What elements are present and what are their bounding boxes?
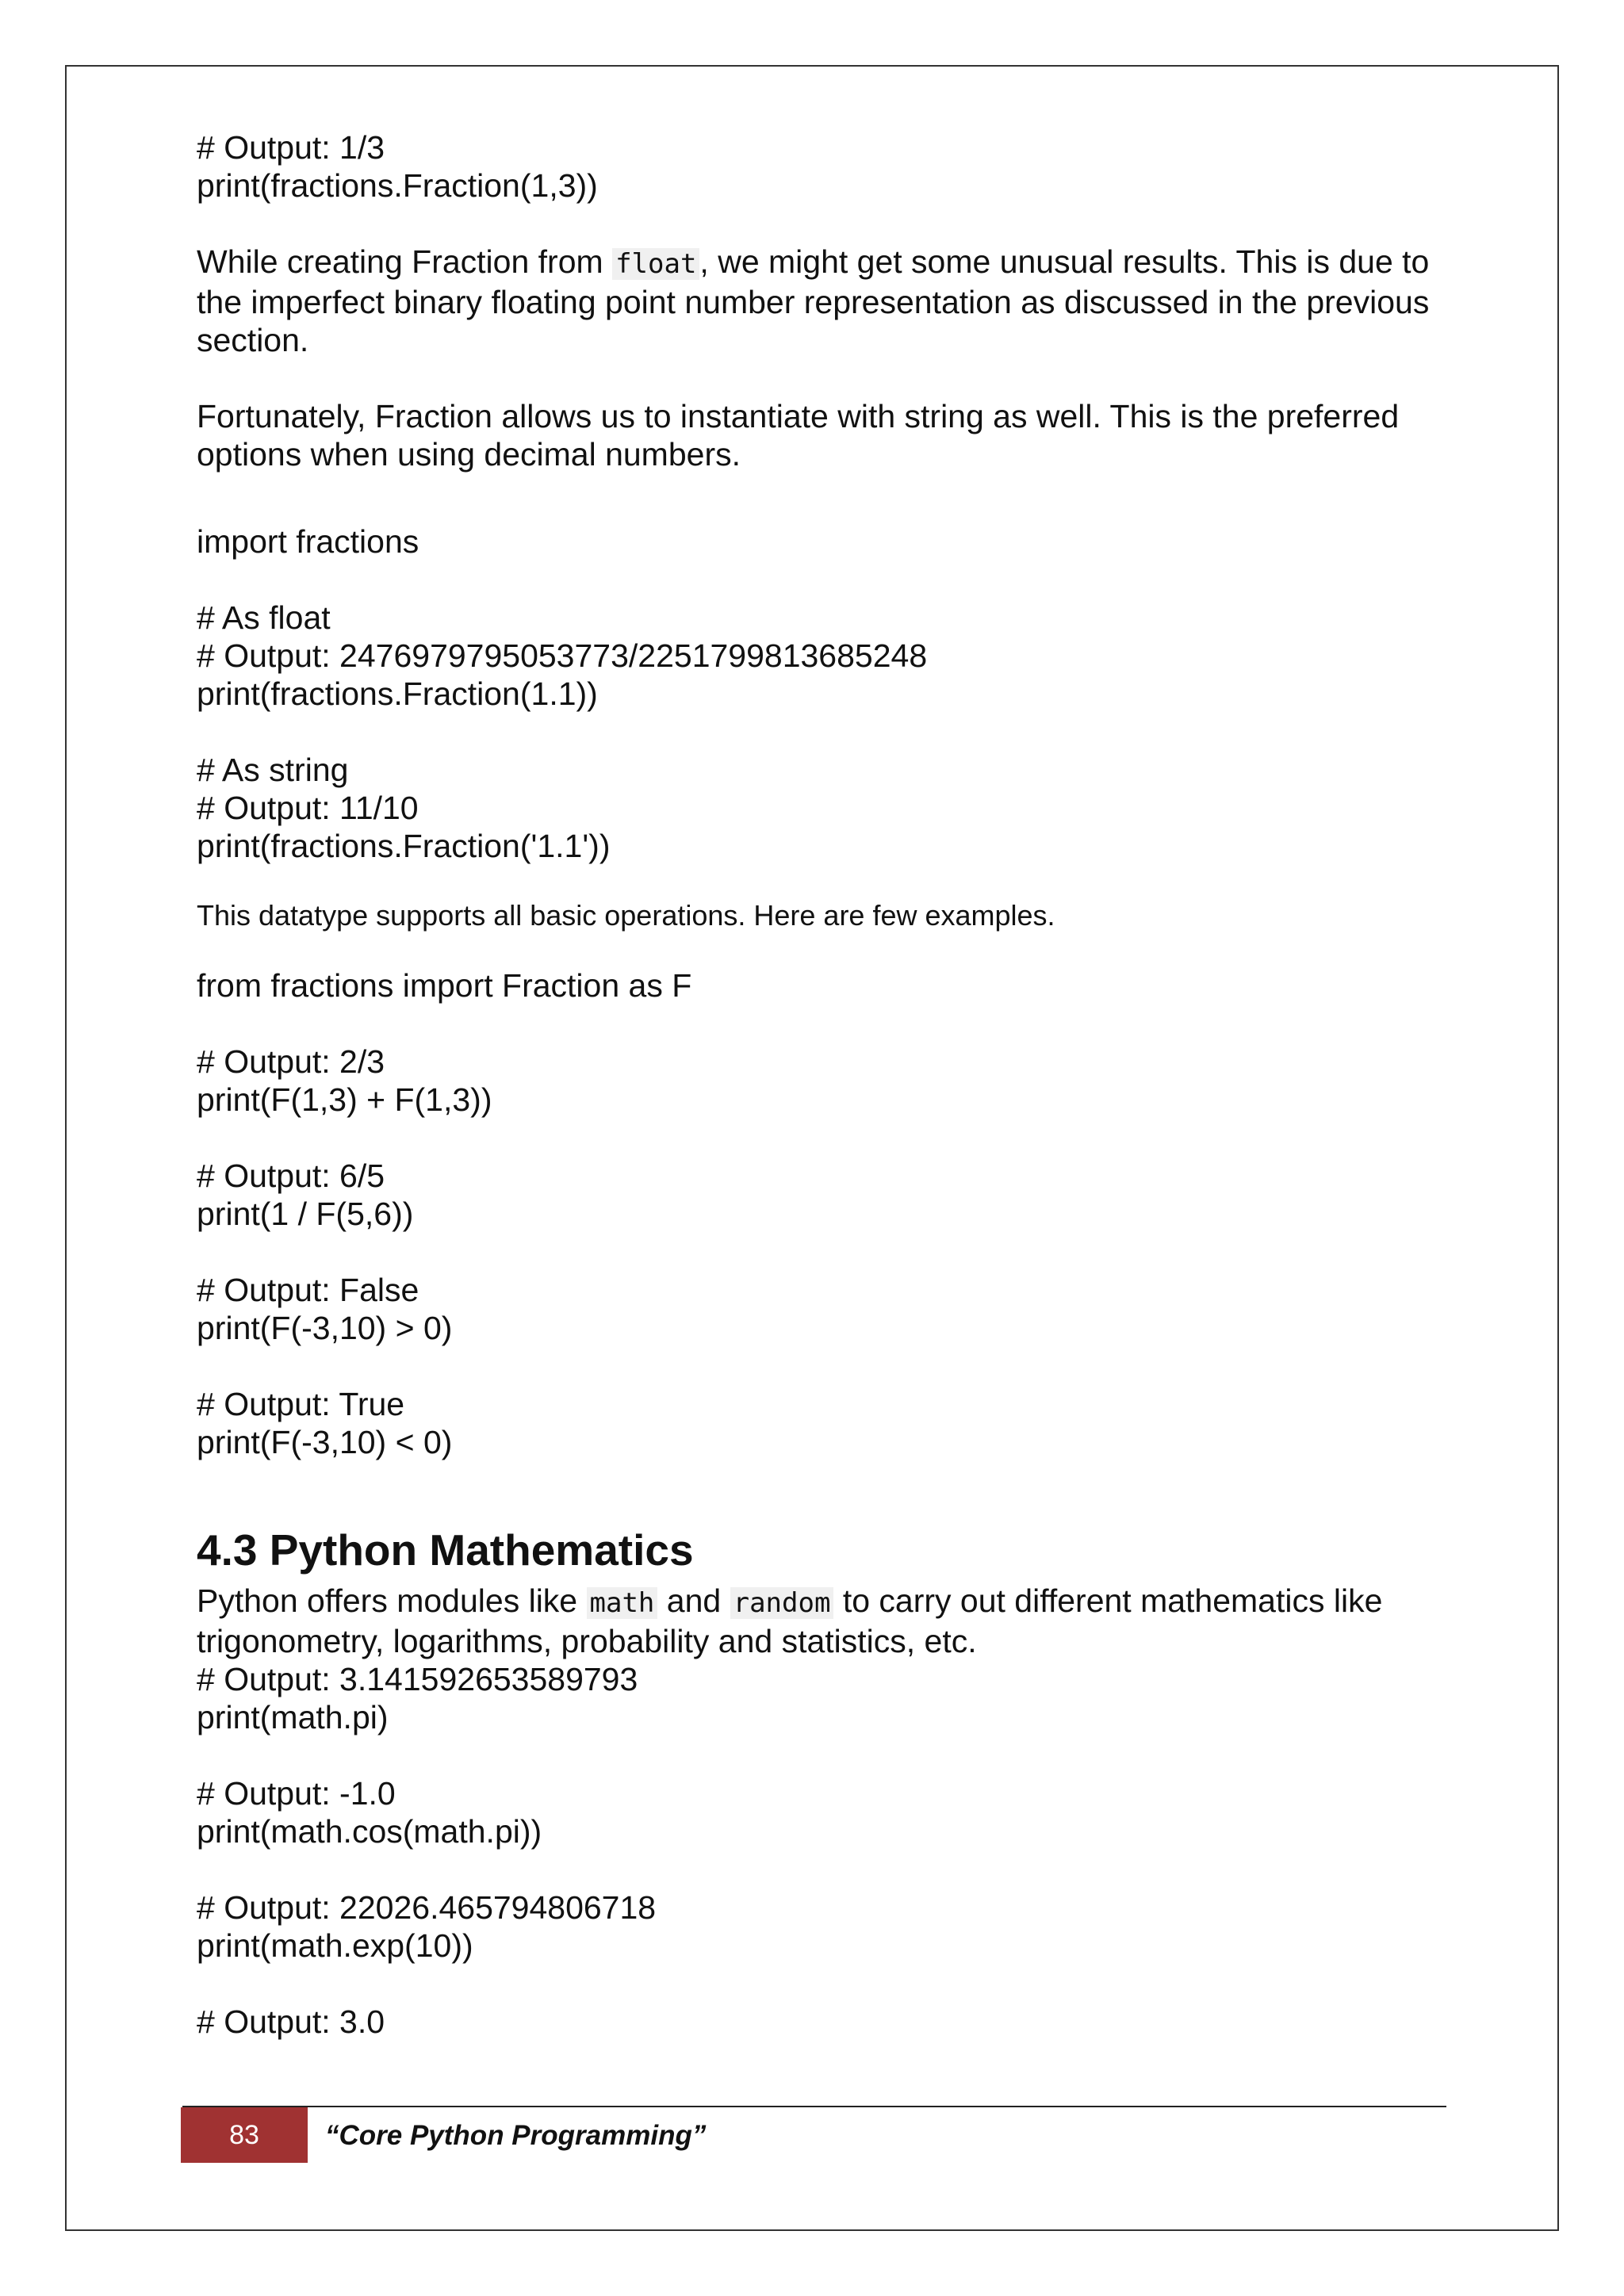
code-comment: # Output: 6/5: [197, 1158, 385, 1194]
paragraph-string: Fortunately, Fraction allows us to instantiate with string as well. This is the preferred options when using decimal numbers.: [197, 398, 1408, 473]
section-heading: 4.3 Python Mathematics: [197, 1525, 694, 1575]
code-line: print(1 / F(5,6)): [197, 1196, 414, 1232]
code-comment: # Output: 3.141592653589793: [197, 1661, 638, 1697]
code-line: print(F(-3,10) > 0): [197, 1310, 453, 1346]
code-comment: # Output: 2476979795053773/2251799813685248: [197, 637, 928, 674]
paragraph-text: to carry out different mathematics like trigonometry, logarithms, probability and statistics, etc.: [197, 1582, 1392, 1659]
code-line: print(math.exp(10)): [197, 1927, 473, 1964]
page-content: [197, 128, 1438, 2041]
paragraph-text: , we might get some unusual results. This is due to the imperfect binary floating point number representation as discussed in the previous section.: [197, 243, 1438, 358]
code-comment: # Output: False: [197, 1272, 419, 1308]
code-comment: # Output: True: [197, 1386, 405, 1422]
code-line: print(fractions.Fraction(1.1)): [197, 675, 598, 712]
paragraph-operations: This datatype supports all basic operations. Here are few examples.: [197, 899, 1055, 932]
inline-code-math: math: [587, 1587, 658, 1619]
code-comment: # As string: [197, 752, 349, 788]
code-import: import fractions: [197, 523, 419, 560]
inline-code-random: random: [730, 1587, 834, 1619]
code-comment: # Output: 1/3: [197, 129, 385, 166]
code-line: print(math.cos(math.pi)): [197, 1813, 542, 1850]
paragraph-float: [197, 243, 1438, 359]
code-comment: # Output: -1.0: [197, 1775, 396, 1812]
footer-book-title: “Core Python Programming”: [325, 2120, 707, 2151]
paragraph-text: and: [657, 1582, 730, 1619]
code-comment: # Output: 22026.465794806718: [197, 1889, 657, 1926]
page-number: 83: [229, 2119, 259, 2150]
code-line: print(F(-3,10) < 0): [197, 1424, 453, 1460]
code-line: print(fractions.Fraction('1.1')): [197, 828, 611, 864]
code-line: print(F(1,3) + F(1,3)): [197, 1081, 492, 1118]
paragraph-text: While creating Fraction from: [197, 243, 613, 280]
code-line: print(math.pi): [197, 1699, 389, 1735]
footer-divider: [182, 2106, 1446, 2107]
paragraph-math: [197, 1582, 1434, 1660]
inline-code-float: float: [612, 248, 699, 280]
code-from-import: from fractions import Fraction as F: [197, 967, 692, 1004]
code-comment: # As float: [197, 599, 331, 636]
code-comment: # Output: 2/3: [197, 1043, 385, 1080]
code-comment: # Output: 3.0: [197, 2003, 385, 2040]
code-line: print(fractions.Fraction(1,3)): [197, 167, 598, 204]
paragraph-text: Python offers modules like: [197, 1582, 587, 1619]
code-comment: # Output: 11/10: [197, 790, 419, 826]
page-number-badge: [181, 2107, 308, 2163]
